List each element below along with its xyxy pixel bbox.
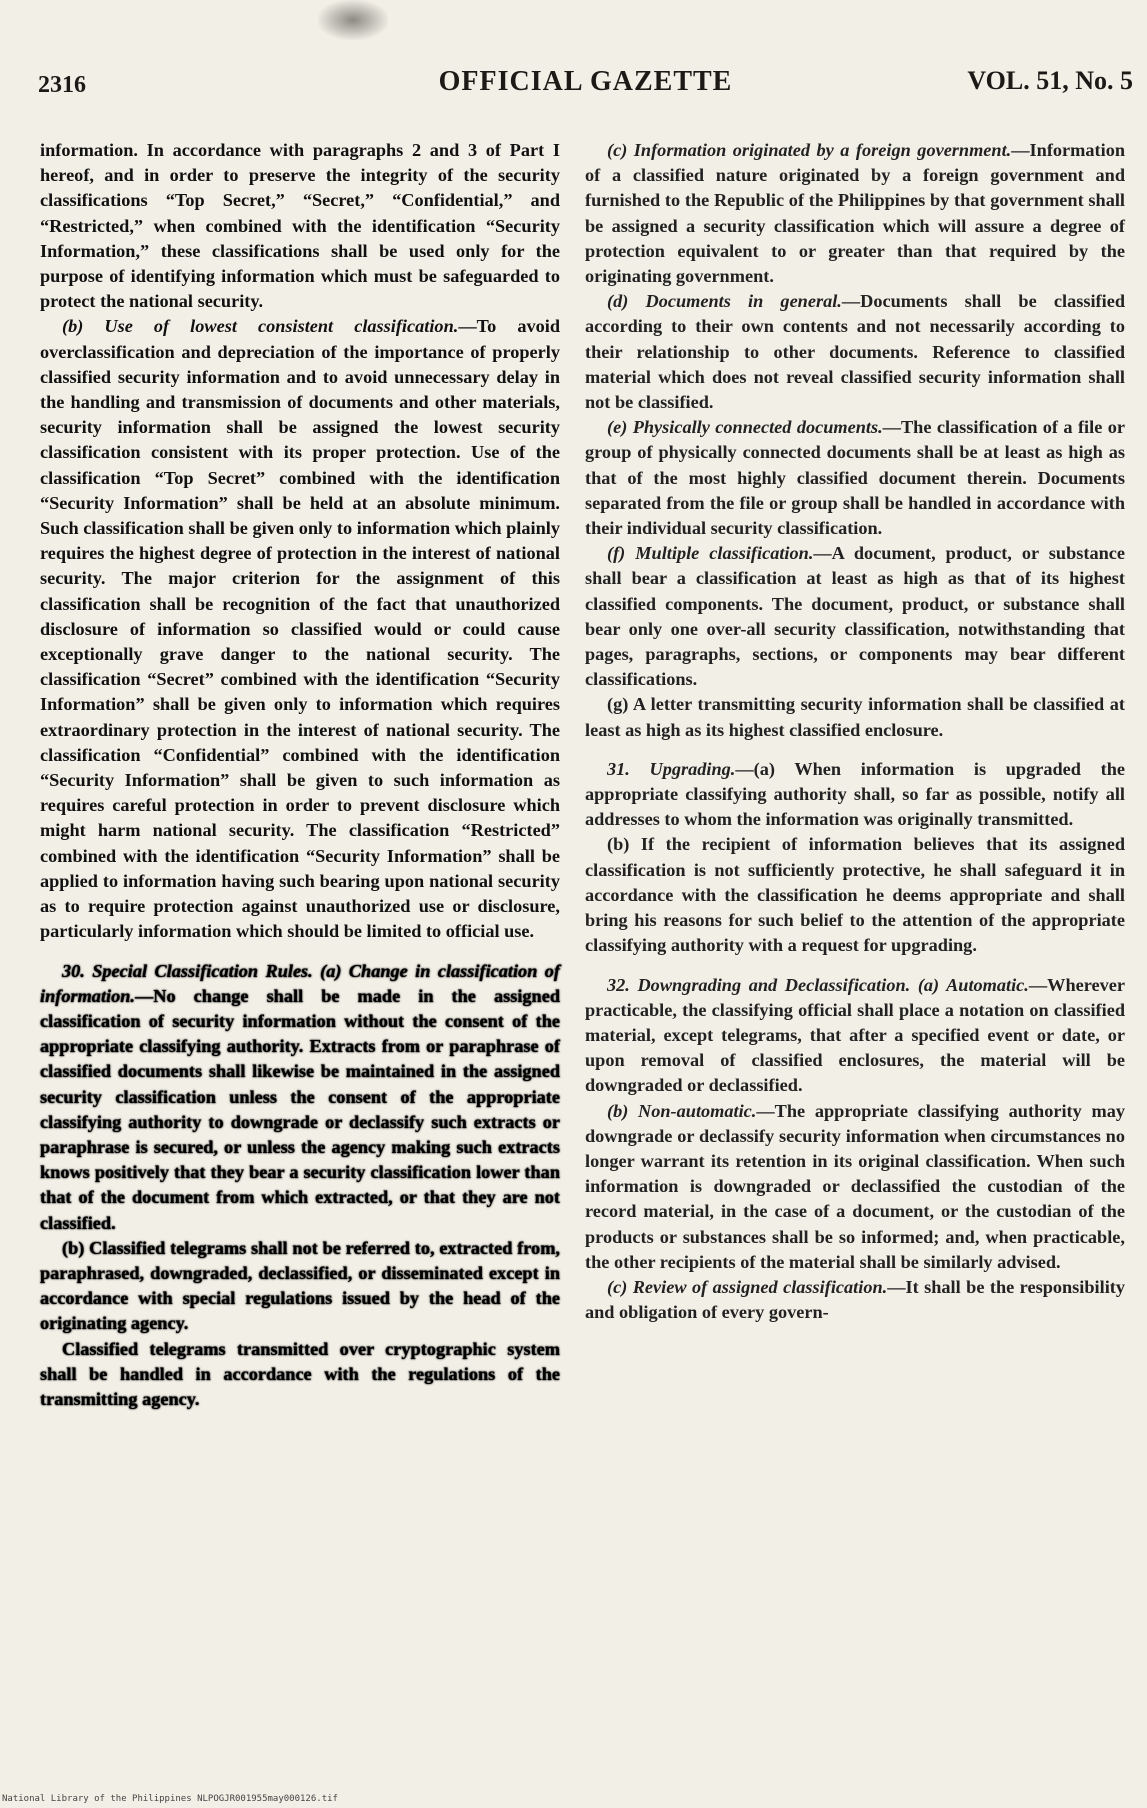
paragraph-section-31	[585, 757, 1125, 833]
paragraph-multiple-classification	[585, 541, 1125, 692]
paragraph-text: —No change shall be made in the assigned classification of security information without the consent of the appropriate classifying authority. Extracts from or paraphrase of classified documents shall likewise be maintained in the assigned security classification unless the consent of the appropriate classifying authority to downgrade or declassify such extracts or paraphrase is secured, or unless the agency making such extracts knows positively that they bear a security classification lower than that of the document from which extracted, or that they are not classified.	[40, 985, 560, 1233]
subsection-heading: (c) Review of assigned classification.	[607, 1276, 888, 1297]
paragraph-text: —(a) When information is upgraded the appropriate classifying authority shall, so far as possible, notify all addresses to whom the information was originally transmitted.	[585, 758, 1125, 830]
paragraph-text: —It shall be the responsibility and obligation of every govern-	[585, 1276, 1125, 1323]
paragraph-review-classification	[585, 1275, 1125, 1325]
paragraph-foreign-government	[585, 138, 1125, 289]
volume-number: VOL. 51, No. 5	[967, 66, 1133, 95]
scan-source-footer: National Library of the Philippines NLPOGJR001955may000126.tif	[2, 1794, 338, 1804]
publication-title: OFFICIAL GAZETTE	[438, 66, 733, 97]
page-header	[38, 62, 1133, 102]
right-column	[585, 138, 1125, 1325]
paragraph-text: —The appropriate classifying authority may downgrade or declassify security information when circumstances no longer warrant its retention in its original classification. When such information is downgraded or declassified the custodian of the record material, in the case of a document, or the custodian of the products or substances shall be so informed; and, when practicable, the other recipients of the material shall be similarly advised.	[585, 1100, 1126, 1272]
paragraph-physically-connected	[585, 415, 1125, 541]
section-heading: 30. Special Classification Rules. (a) Change in classification of information.	[40, 960, 560, 1006]
paragraph-text: —A document, product, or substance shall bear a classification at least as high as that of its highest classified components. The document, product, or substance shall bear only one over-all security classification, notwithstanding that pages, paragraphs, sections, or components may bear different classifications.	[585, 543, 1125, 690]
paragraph-telegrams: (b) Classified telegrams shall not be referred to, extracted from, paraphrased, downgraded, declassified, or disseminated except in accordance with special regulations issued by the head of the originating agency.	[40, 1237, 560, 1334]
section-heading: 31. Upgrading.	[607, 758, 736, 779]
paragraph-cryptographic: Classified telegrams transmitted over cryptographic system shall be handled in accordance with the regulations of the transmitting agency.	[40, 1338, 560, 1409]
paragraph-text: —To avoid overclassification and depreciation of the importance of properly classified security information and to avoid unnecessary delay in the handling and transmission of documents and other materials, security information shall be assigned the lowest security classification consistent with its proper protection. Use of the classification “Top Secret” combined with the identification “Security Information” shall be held at an absolute minimum. Such classification shall be given only to information which plainly requires the highest degree of protection in the interest of national security. The major criterion for the assignment of this classification shall be recognition of the fact that unauthorized disclosure of information so classified would or could cause exceptionally grave danger to the national security. The classification “Secret” combined with the identification “Security Information” shall be given only to information which requires extraordinary protection in the interest of national security. The classification “Confidential” combined with the identification “Security Information” shall be given to such information as requires careful protection in order to prevent disclosure which might harm national security. The classification “Restricted” combined with the identification “Security Information” shall be applied to information having such bearing upon national security as to require protection against unauthorized use or disclosure, particularly information which should be limited to official use.	[40, 316, 560, 942]
scan-smudge	[318, 0, 388, 40]
left-column	[40, 138, 560, 1412]
paragraph-text: —Information of a classified nature originated by a foreign government and furnished to the Republic of the Philippines by that government shall be assigned a security classification which will assure a degree of protection equivalent to or greater than that required by the originating government.	[585, 140, 1125, 287]
paragraph-recipient-upgrading: (b) If the recipient of information believes that its assigned classification is not sufficiently protective, he shall safeguard it in accordance with the classification he deems appropriate and shall bring his reasons for such belief to the attention of the appropriate classifying authority with a request for upgrading.	[585, 834, 1125, 956]
subsection-heading: (f) Multiple classification.	[607, 543, 814, 564]
paragraph-text: —Documents shall be classified according to their own contents and not necessarily according to their relationship to other documents. Reference to classified material which does not reveal classified security information shall not be classified.	[585, 291, 1125, 413]
subsection-heading: (b) Use of lowest consistent classification.	[62, 316, 459, 337]
paragraph-section-32	[585, 973, 1125, 1099]
paragraph-continuation: information. In accordance with paragraphs 2 and 3 of Part I hereof, and in order to preserve the integrity of the security classifications “Top Secret,” “Secret,” “Confidential,” and “Restricted,” when combined with the identification “Security Information,” these classifications shall be used only for the purpose of identifying information which must be safeguarded to protect the national security.	[40, 140, 560, 312]
paragraph-non-automatic	[585, 1099, 1125, 1275]
subsection-heading: (e) Physically connected documents.	[607, 417, 883, 438]
paragraph-documents-general	[585, 289, 1125, 415]
page-number: 2316	[38, 72, 86, 98]
paragraph-section-30	[40, 959, 560, 1236]
paragraph-text: —The classification of a file or group of physically connected documents shall be at least as high as that of the most highly classified document therein. Documents separated from the file or group shall be handled in accordance with their individual security classification.	[585, 417, 1125, 539]
paragraph-text: —Wherever practicable, the classifying official shall place a notation on classified material, except telegrams, that after a specified event or date, or upon removal of classified enclosures, the material will be downgraded or declassified.	[585, 974, 1125, 1096]
subsection-heading: (d) Documents in general.	[607, 291, 842, 312]
subsection-heading: (b) Non-automatic.	[607, 1100, 757, 1121]
subsection-heading: (c) Information originated by a foreign government.	[607, 140, 1012, 160]
paragraph-lowest-classification	[40, 314, 560, 944]
paragraph-letter-transmitting: (g) A letter transmitting security information shall be classified at least as high as its highest classified enclosure.	[585, 694, 1125, 740]
section-heading: 32. Downgrading and Declassification. (a) Automatic.	[607, 974, 1029, 995]
